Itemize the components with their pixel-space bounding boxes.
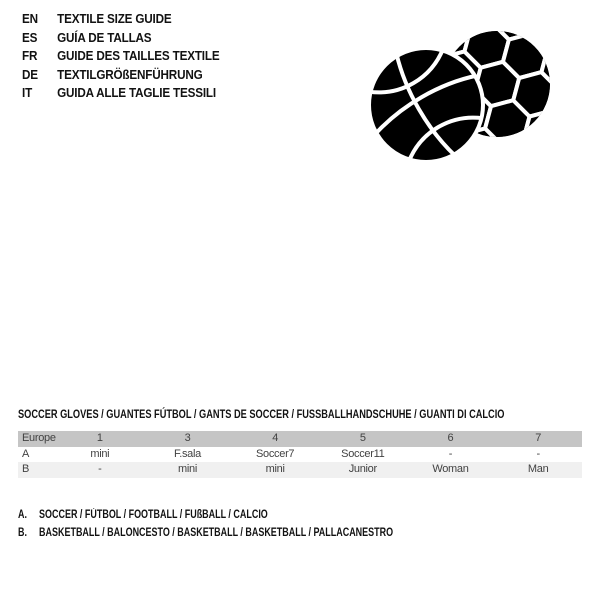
language-code: EN [22,11,38,26]
language-row [22,66,219,85]
table-header-row [18,431,582,447]
language-row [22,29,219,48]
language-list [22,10,241,103]
table-cell: Soccer11 [341,447,385,460]
table-cell: - [536,447,540,460]
language-label: TEXTILE SIZE GUIDE [57,11,172,26]
footnote-text: BASKETBALL / BALONCESTO / BASKETBALL / BASKETBALL / PALLACANESTRO [39,527,394,539]
table-cell: Man [527,463,549,476]
header-cell-size: 7 [535,432,542,444]
header-cell-size: 3 [184,432,191,444]
table-cell: mini [265,463,285,476]
footnotes [18,506,499,542]
footnote-b [18,524,393,542]
table-cell: Woman [432,463,469,476]
language-label: GUIDA ALLE TAGLIE TESSILI [57,85,216,100]
language-row [22,10,219,29]
language-row [22,47,219,66]
table-title: SOCCER GLOVES / GUANTES FÚTBOL / GANTS DE SOCCER / FUSSBALLHANDSCHUHE / GUANTI DI CALCIO [18,407,505,421]
table-cell: Junior [348,463,377,476]
footnote-label: B. [18,527,27,539]
row-label: A [22,447,30,460]
table-cell: mini [178,463,197,476]
header-cell-europe: Europe [22,432,56,444]
row-label: B [22,463,30,476]
header-cell-size: 4 [272,432,279,444]
language-code: FR [22,48,38,63]
table-cell: - [98,463,102,476]
footnote-text: SOCCER / FÚTBOL / FOOTBALL / FUßBALL / CALCIO [39,509,268,521]
language-code: IT [22,85,33,100]
table-cell: - [448,447,453,460]
language-code: ES [22,29,38,45]
table-cell: mini [90,447,110,460]
language-label: GUÍA DE TALLAS [57,29,152,45]
header-cell-size: 6 [447,432,454,444]
table-row-b [18,462,582,478]
language-label: GUIDE DES TAILLES TEXTILE [57,48,220,63]
language-row [22,84,219,103]
header-cell-size: 1 [96,432,103,444]
footnote-a [18,506,393,524]
table-cell: F.sala [174,447,201,460]
header-cell-size: 5 [359,432,366,444]
language-code: DE [22,66,38,82]
size-table [18,431,582,478]
balls-illustration [360,15,570,175]
table-row-a [18,447,582,463]
language-label: TEXTILGRÖßENFÜHRUNG [57,66,203,82]
table-cell: Soccer7 [256,447,295,460]
footnote-label: A. [18,509,27,521]
